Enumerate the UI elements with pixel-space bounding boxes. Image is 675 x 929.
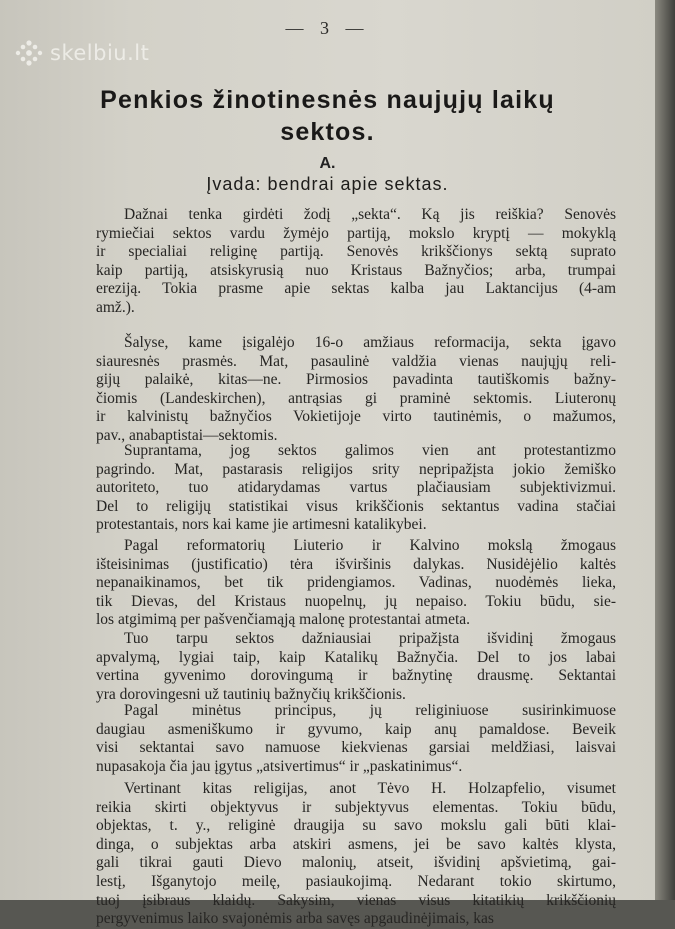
text-line: visi sektantai savo namuose kiekvienas garsiai meldžiasi, laisvai — [96, 739, 616, 757]
text-line: daugiau asmeniškumo ir gyvumo, kaip anų pamaldose. Beveik — [96, 720, 616, 738]
text-line: protestantais, nors kai kame jie artimesni katalikybei. — [96, 516, 427, 534]
text-line: yra dorovingesni už tautinių bažnyčių krikščionis. — [96, 685, 406, 703]
text-line: čiomis (Landeskirchen), antrąsias gi praminė sektomis. Liuteronų — [96, 389, 616, 407]
page-number: — 3 — — [285, 18, 370, 38]
paragraph — [96, 334, 616, 446]
text-line: Pagal reformatorių Liuterio ir Kalvino mokslą žmogaus — [124, 537, 616, 554]
text-line: los atgimimą per pašvenčiamąją malonę protestantai atmeta. — [96, 611, 471, 629]
text-line: nepanaikinamos, bet tik pridengiamos. Vadinas, nuodėmės lieka, — [96, 574, 616, 592]
title-line: sektos. — [280, 118, 375, 146]
paragraph — [96, 206, 616, 318]
skelbiu-logo-icon — [14, 40, 44, 66]
text-line: siauresnės prasmės. Mat, pasaulinė valdžia vienas naujųjų reli- — [96, 352, 616, 370]
text-line: rymiečiai sektos vardu žymėjo partiją, mokslo kryptį — mokyklą — [96, 224, 616, 242]
page-edge-shadow — [655, 0, 675, 900]
paragraph — [96, 630, 616, 704]
text-line: tik Dievas, del Kristaus nuopelnų, jų nepaiso. Tokiu būdu, sie- — [96, 592, 616, 610]
text-line: ir specialiai religinę partiją. Senovės krikščionys sektą suprato — [96, 243, 616, 261]
text-line: gijų palaikė, kitas—ne. Pirmosios pavadinta tautiškomis bažny- — [96, 371, 616, 389]
text-line: vertina gyvenimo dorovingumą ir bažnytinę drausmę. Sektantai — [96, 667, 616, 685]
text-line: autoriteto, tuo atidarydamas vartus plačiausiam subjektivizmui. — [96, 479, 616, 497]
text-line: ereziją. Tokia prasme apie sektas kalba jau Laktancijus (4-am — [96, 280, 616, 298]
section-title: Įvada: bendrai apie sektas. — [206, 174, 449, 194]
text-line: nupasakoja čia jau įgytus „atsivertimus“ ir „paskatinimus“. — [96, 757, 463, 775]
text-line: tuoj įsibraus klaidų. Sakysim, vienas visus kitatikių krikščionių — [96, 891, 616, 909]
paragraph — [96, 442, 616, 535]
title-line: Penkios žinotinesnės naujųjų laikų — [100, 86, 555, 114]
text-line: amž.). — [96, 298, 135, 316]
text-line: pav., anabaptistai—sektomis. — [96, 426, 278, 444]
text-line: Dažnai tenka girdėti žodį „sekta“. Ką jis reiškia? Senovės — [124, 206, 616, 223]
text-line: Vertinant kitas religijas, anot Tėvo H. Holzapfelio, visumet — [124, 780, 616, 797]
text-line: kaip partiją, atsiskyrusią nuo Kristaus Bažnyčios; arba, trumpai — [96, 261, 616, 279]
text-line: dinga, o subjektas arba atskiri asmens, jei be savo kaltės klysta, — [96, 835, 616, 853]
text-line: lestį, Išganytojo meilę, pasiaukojimą. Nedarant tokio skirtumo, — [96, 872, 616, 890]
watermark-text: skelbiu.lt — [50, 41, 150, 65]
page-title — [0, 84, 655, 148]
text-line: Pagal minėtus principus, jų religiniuose susirinkimuose — [124, 702, 616, 719]
text-line: objektas, t. y., religinė draugija su savo mokslu gali būti klai- — [96, 817, 616, 835]
text-line: Šalyse, kame įsigalėjo 16-o amžiaus reformacija, sekta įgavo — [124, 334, 616, 351]
watermark — [14, 38, 149, 68]
paragraph — [96, 537, 616, 630]
text-line: Suprantama, jog sektos galimos vien ant protestantizmo — [124, 442, 616, 459]
text-line: pagrindo. Mat, pastarasis religijos srity nepripažįsta jokio žemiško — [96, 460, 616, 478]
paragraph — [96, 780, 616, 929]
text-line: apvalymą, lygiai taip, kaip Katalikų Bažnyčia. Del to jos labai — [96, 648, 616, 666]
text-line: reikia skirti objektyvus ir subjektyvus elementas. Tokiu būdu, — [96, 798, 616, 816]
text-line: pergyvenimus laiko svajonėmis arba savęs apgaudinėjimais, kas — [96, 910, 494, 928]
text-line: ir kalvinistų bažnyčios Vokietijoje virto tautinėmis, o mažumos, — [96, 408, 616, 426]
section-letter: A. — [319, 155, 336, 172]
text-line: išteisinimas (justificatio) tėra išviršinis dalykas. Nusidėjėlio kaltės — [96, 555, 616, 573]
text-line: gali tikrai gauti Dievo malonių, atseit, išvidinį apšvietimą, gai- — [96, 854, 616, 872]
paragraph — [96, 702, 616, 776]
text-line: Tuo tarpu sektos dažniausiai pripažįsta išvidinį žmogaus — [124, 630, 616, 647]
text-line: Del to religijų statistikai visus krikščionis sektantus vadina stačiai — [96, 497, 616, 515]
